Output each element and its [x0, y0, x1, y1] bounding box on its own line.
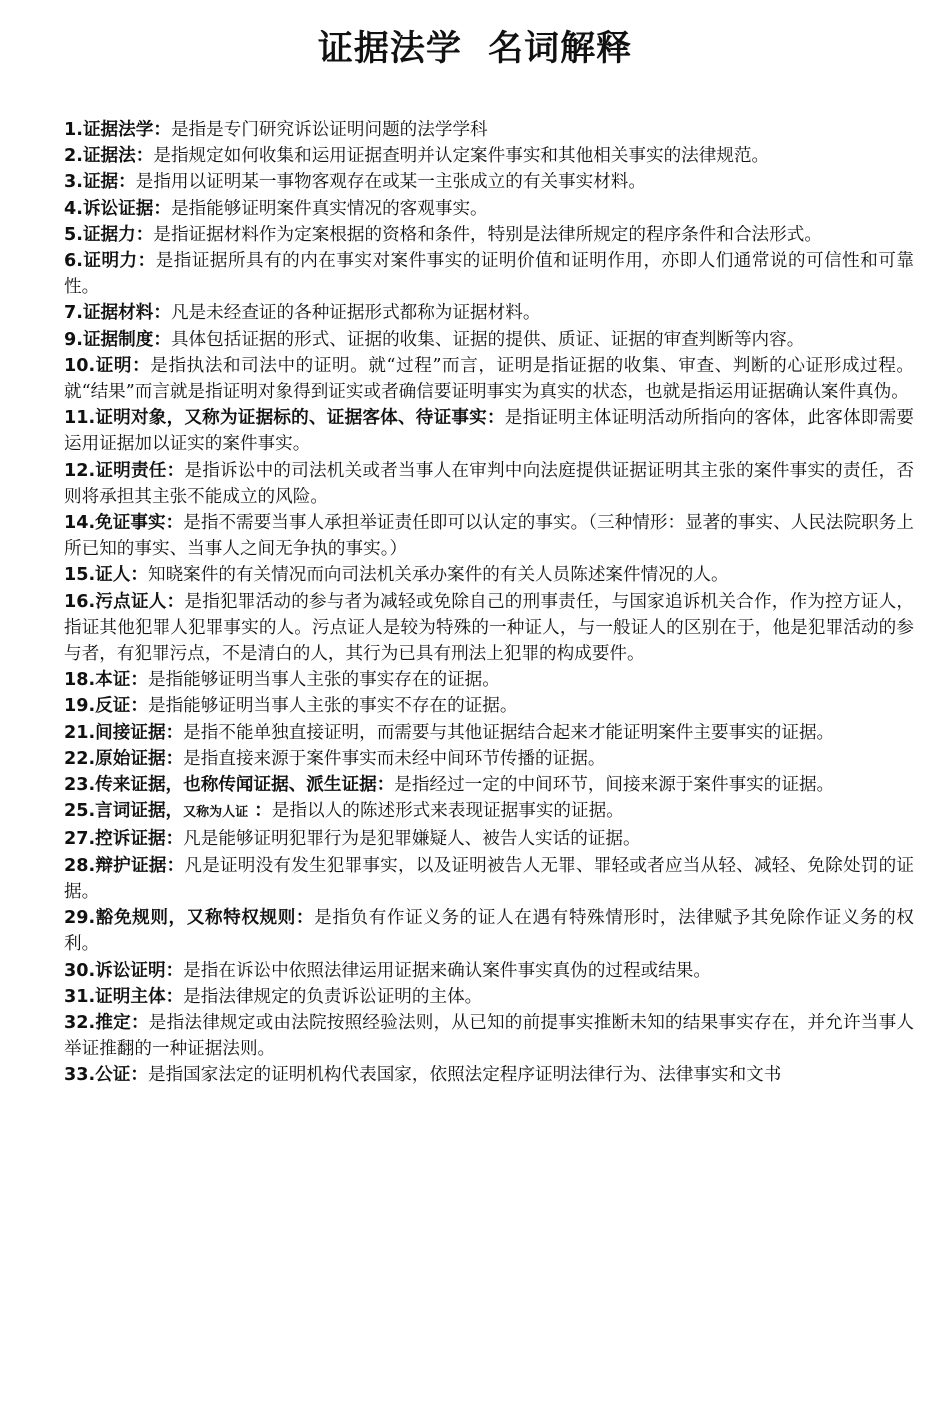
entry-separator: ： [137, 251, 156, 272]
entry-term: 证人 [95, 565, 131, 586]
entry-separator: ： [165, 748, 184, 769]
term-entry [64, 353, 914, 405]
term-entry [64, 458, 914, 510]
entry-definition: 是指是专门研究诉讼证明问题的法学学科 [170, 120, 488, 140]
entry-separator: ： [165, 960, 184, 981]
entry-separator: ： [118, 172, 136, 193]
term-entry [64, 746, 914, 772]
entry-number: 16. [64, 591, 96, 612]
entry-number: 9. [64, 329, 83, 350]
term-entry [64, 798, 914, 826]
entry-term: 本证 [95, 670, 131, 691]
entry-separator: ： [166, 460, 185, 481]
term-entry [64, 327, 914, 353]
entry-definition: 是指执法和司法中的证明。就“过程”而言，证明是指证据的收集、审查、判断的心证形成过程。就“结果”而言就是指证明对象得到证实或者确信要证明事实为真实的状态，也就是指运用证据确认案件真伪。 [64, 355, 914, 403]
entry-term-note: 又称为人证 [183, 805, 249, 821]
entry-number: 33. [64, 1065, 96, 1086]
entry-number: 32. [64, 1012, 96, 1033]
term-entry [64, 853, 914, 905]
entry-number: 27. [64, 829, 96, 850]
entry-term: 证明责任 [95, 460, 167, 481]
entry-term: 证据力 [82, 224, 136, 245]
entry-definition: 是指能够证明当事人主张的事实不存在的证据。 [147, 696, 518, 717]
entry-definition: 是指犯罪活动的参与者为减轻或免除自己的刑事责任，与国家追诉机关合作，作为控方证人，指证其他犯罪人犯罪事实的人。污点证人是较为特殊的一种证人，与一般证人的区别在于，他是犯罪活动的参与者，有犯罪污点，不是清白的人，其行为已具有刑法上犯罪的构成要件。 [64, 591, 914, 665]
entry-term: 证据制度 [82, 329, 154, 350]
term-entry [64, 196, 914, 222]
entry-number: 21. [64, 722, 96, 743]
entry-number: 22. [64, 748, 96, 769]
entry-number: 7. [64, 303, 83, 324]
entry-separator: ： [153, 120, 171, 140]
entry-number: 6. [64, 251, 83, 272]
entry-term: 证明 [95, 355, 133, 376]
entry-definition: 是指用以证明某一事物客观存在或某一主张成立的有关事实材料。 [135, 172, 646, 193]
term-list [64, 117, 914, 1089]
entry-definition: 是指法律规定的负责诉讼证明的主体。 [183, 986, 483, 1007]
term-entry [64, 958, 914, 984]
entry-number: 18. [64, 670, 96, 691]
entry-number: 4. [64, 198, 83, 219]
entry-definition: 凡是未经查证的各种证据形式都称为证据材料。 [170, 303, 541, 324]
entry-separator: ： [130, 696, 148, 717]
entry-separator: ： [135, 146, 154, 167]
entry-term: 证据 [82, 172, 119, 193]
term-entry [64, 826, 914, 852]
entry-term: 公证 [95, 1065, 131, 1086]
term-entry [64, 905, 914, 957]
entry-definition: 是指负有作证义务的证人在遇有特殊情形时，法律赋予其免除作证义务的权利。 [64, 908, 914, 955]
entry-number: 29. [64, 908, 96, 929]
entry-term: 证据法学 [82, 120, 154, 140]
entry-term: 间接证据 [95, 722, 166, 743]
entry-number: 11. [64, 408, 96, 429]
entry-number: 31. [64, 986, 96, 1007]
entry-term: 诉讼证据 [82, 198, 154, 219]
entry-term: 证据法 [82, 146, 136, 167]
entry-definition: 是指能够证明案件真实情况的客观事实。 [170, 198, 488, 219]
entry-separator: ： [153, 198, 171, 219]
entry-term: 证据材料 [82, 303, 154, 324]
entry-definition: 是指不能单独直接证明，而需要与其他证据结合起来才能证明案件主要事实的证据。 [183, 722, 835, 743]
entry-term: 证明主体 [95, 986, 166, 1007]
entry-number: 15. [64, 565, 96, 586]
entry-term: 推定 [95, 1012, 131, 1033]
entry-definition: 是指法律规定或由法院按照经验法则，从已知的前提事实推断未知的结果事实存在，并允许当事人举证推翻的一种证据法则。 [64, 1012, 914, 1060]
entry-definition: 凡是能够证明犯罪行为是犯罪嫌疑人、被告人实话的证据。 [183, 829, 641, 850]
entry-separator: ： [132, 355, 151, 376]
entry-separator: ： [130, 1012, 149, 1033]
entry-separator: ： [165, 722, 184, 743]
entry-term: 辩护证据 [95, 855, 167, 876]
term-entry [64, 693, 914, 719]
entry-definition: 是指规定如何收集和运用证据查明并认定案件事实和其他相关事实的法律规范。 [153, 146, 770, 167]
entry-definition: 是指证据材料作为定案根据的资格和条件，特别是法律所规定的程序条件和合法形式。 [153, 224, 822, 245]
entry-definition: 是指诉讼中的司法机关或者当事人在审判中向法庭提供证据证明其主张的案件事实的责任，否则将承担其主张不能成立的风险。 [64, 460, 914, 507]
term-entry [64, 1062, 914, 1088]
entry-number: 30. [64, 960, 96, 981]
entry-definition: 知晓案件的有关情况而向司法机关承办案件的有关人员陈述案件情况的人。 [147, 565, 729, 586]
term-entry [64, 562, 914, 588]
term-entry [64, 248, 914, 300]
entry-term: 免证事实 [95, 513, 166, 534]
entry-term: 豁免规则，又称特权规则 [95, 908, 296, 929]
entry-separator: ： [165, 513, 184, 534]
entry-number: 23. [64, 775, 96, 796]
entry-separator: ： [376, 775, 395, 796]
entry-number: 14. [64, 513, 96, 534]
term-entry [64, 169, 914, 195]
entry-separator: ： [486, 408, 505, 429]
entry-definition: 是指直接来源于案件事实而未经中间环节传播的证据。 [183, 748, 606, 769]
entry-number: 12. [64, 460, 96, 481]
entry-term: 传来证据，也称传闻证据、派生证据 [95, 775, 377, 796]
entry-definition: 是指能够证明当事人主张的事实存在的证据。 [147, 670, 500, 691]
entry-term: 证明对象，又称为证据标的、证据客体、待证事实 [95, 408, 487, 429]
entry-separator: ： [130, 670, 148, 691]
entry-separator: ： [248, 801, 272, 822]
entry-separator: ： [130, 565, 148, 586]
term-entry [64, 720, 914, 746]
entry-definition: 是指不需要当事人承担举证责任即可以认定的事实。（三种情形：显著的事实、人民法院职务上所已知的事实、当事人之间无争执的事实。） [64, 513, 914, 560]
term-entry [64, 589, 914, 668]
term-entry [64, 405, 914, 457]
entry-term: 言词证据， [95, 801, 184, 822]
entry-term: 证明力 [82, 251, 138, 272]
term-entry [64, 117, 914, 143]
entry-definition: 是指国家法定的证明机构代表国家，依照法定程序证明法律行为、法律事实和文书 [147, 1065, 782, 1086]
term-entry [64, 1010, 914, 1062]
entry-number: 5. [64, 224, 83, 245]
entry-definition: 是指证据所具有的内在事实对案件事实的证明价值和证明作用，亦即人们通常说的可信性和可靠性。 [64, 251, 914, 298]
entry-number: 25. [64, 801, 96, 822]
entry-separator: ： [135, 224, 154, 245]
entry-separator: ： [130, 1065, 148, 1086]
entry-definition: 是指证明主体证明活动所指向的客体，此客体即需要运用证据加以证实的案件事实。 [64, 408, 914, 455]
page-title: 证据法学 名词解释 [317, 29, 633, 69]
term-entry [64, 510, 914, 562]
entry-term: 控诉证据 [95, 829, 166, 850]
term-entry [64, 667, 914, 693]
entry-definition: 具体包括证据的形式、证据的收集、证据的提供、质证、证据的审查判断等内容。 [170, 329, 805, 350]
term-entry [64, 222, 914, 248]
entry-term: 原始证据 [95, 748, 166, 769]
entry-definition: 是指在诉讼中依照法律运用证据来确认案件事实真伪的过程或结果。 [183, 960, 711, 981]
term-entry [64, 300, 914, 326]
entry-separator: ： [165, 829, 184, 850]
term-entry [64, 984, 914, 1010]
entry-term: 反证 [95, 696, 131, 717]
entry-separator: ： [153, 303, 171, 324]
term-entry [64, 772, 914, 798]
entry-number: 3. [64, 172, 83, 193]
entry-definition: 是指以人的陈述形式来表现证据事实的证据。 [271, 801, 624, 822]
entry-term: 诉讼证明 [95, 960, 166, 981]
entry-separator: ： [153, 329, 171, 350]
entry-number: 28. [64, 855, 96, 876]
entry-definition: 是指经过一定的中间环节，间接来源于案件事实的证据。 [394, 775, 835, 796]
entry-separator: ： [165, 986, 184, 1007]
entry-number: 2. [64, 146, 83, 167]
entry-separator: ： [166, 855, 185, 876]
entry-number: 19. [64, 696, 96, 717]
entry-number: 1. [64, 120, 83, 140]
term-entry [64, 143, 914, 169]
entry-term: 污点证人 [95, 591, 167, 612]
entry-number: 10. [64, 355, 96, 376]
entry-separator: ： [166, 591, 185, 612]
entry-separator: ： [295, 908, 315, 929]
entry-definition: 凡是证明没有发生犯罪事实，以及证明被告人无罪、罪轻或者应当从轻、减轻、免除处罚的证据。 [64, 855, 914, 902]
